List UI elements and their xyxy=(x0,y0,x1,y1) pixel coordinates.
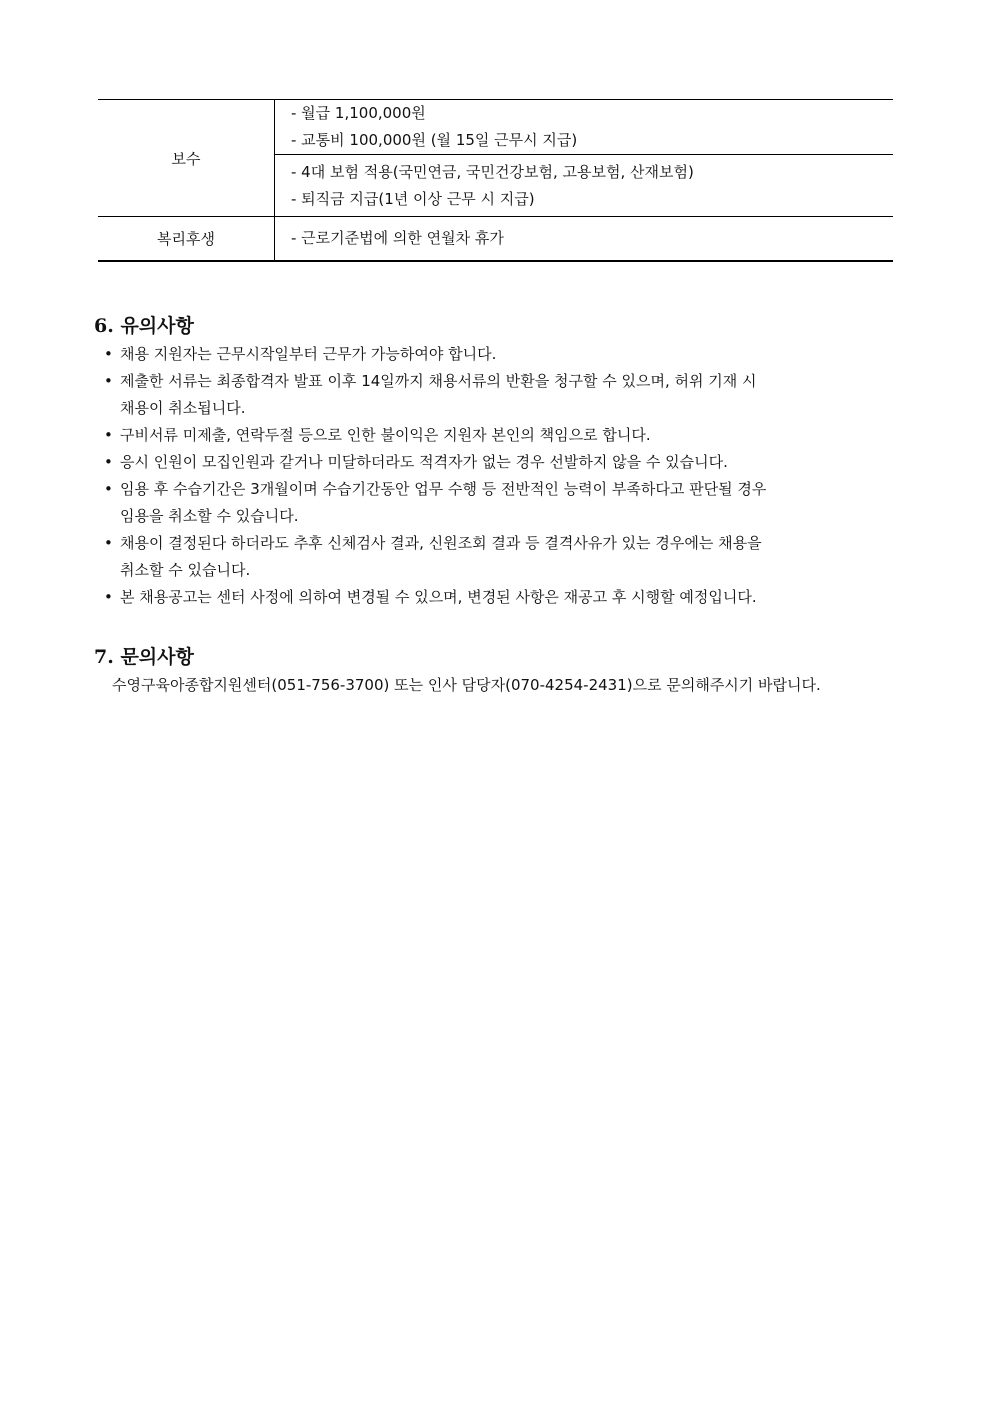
welfare-label: 복리후생 xyxy=(98,217,275,262)
welfare-value xyxy=(275,217,894,262)
notices-list xyxy=(104,341,894,611)
list-item xyxy=(104,449,894,476)
list-item xyxy=(104,530,894,584)
notice-line: 임용을 취소할 수 있습니다. xyxy=(120,507,299,525)
bullet-icon: • xyxy=(104,480,113,498)
bullet-icon: • xyxy=(104,534,113,552)
list-item xyxy=(104,476,894,530)
notice-line: 채용이 취소됩니다. xyxy=(120,399,246,417)
notice-line: 임용 후 수습기간은 3개월이며 수습기간동안 업무 수행 등 전반적인 능력이 부족하다고 판단될 경우 xyxy=(120,480,767,498)
notice-line: 구비서류 미제출, 연락두절 등으로 인한 불이익은 지원자 본인의 책임으로 합니다. xyxy=(120,426,651,444)
pay-group-1 xyxy=(275,100,894,155)
notice-line: 취소할 수 있습니다. xyxy=(120,561,251,579)
welfare-line: - 근로기준법에 의한 연월차 휴가 xyxy=(291,229,504,247)
list-item xyxy=(104,341,894,368)
table-row xyxy=(98,100,893,155)
notice-line: 응시 인원이 모집인원과 같거나 미달하더라도 적격자가 없는 경우 선발하지 않을 수 있습니다. xyxy=(120,453,728,471)
notice-line: 채용이 결정된다 하더라도 추후 신체검사 결과, 신원조회 결과 등 결격사유가 있는 경우에는 채용을 xyxy=(120,534,762,552)
list-item xyxy=(104,368,894,422)
pay-line: - 퇴직금 지급(1년 이상 근무 시 지급) xyxy=(291,189,535,208)
bullet-icon: • xyxy=(104,588,113,606)
contact-title: 7. 문의사항 xyxy=(94,646,194,668)
bullet-icon: • xyxy=(104,453,113,471)
pay-group-2 xyxy=(275,155,894,217)
table-row xyxy=(98,217,893,262)
notice-line: 본 채용공고는 센터 사정에 의하여 변경될 수 있으며, 변경된 사항은 재공고 후 시행할 예정입니다. xyxy=(120,588,757,606)
notices-title: 6. 유의사항 xyxy=(94,315,194,337)
notice-line: 채용 지원자는 근무시작일부터 근무가 가능하여야 합니다. xyxy=(120,345,497,363)
pay-line: - 월급 1,100,000원 xyxy=(291,104,426,122)
benefits-table xyxy=(98,99,893,262)
contact-text: 수영구육아종합지원센터(051-756-3700) 또는 인사 담당자(070-4254-2431)으로 문의해주시기 바랍니다. xyxy=(112,676,821,694)
pay-line: - 교통비 100,000원 (월 15일 근무시 지급) xyxy=(291,131,578,149)
pay-line: - 4대 보험 적용(국민연금, 국민건강보험, 고용보험, 산재보험) xyxy=(291,162,694,181)
bullet-icon: • xyxy=(104,372,113,390)
list-item xyxy=(104,584,894,611)
bullet-icon: • xyxy=(104,345,113,363)
pay-label: 보수 xyxy=(98,100,275,217)
bullet-icon: • xyxy=(104,426,113,444)
list-item xyxy=(104,422,894,449)
notice-line: 제출한 서류는 최종합격자 발표 이후 14일까지 채용서류의 반환을 청구할 수 있으며, 허위 기재 시 xyxy=(120,372,757,390)
